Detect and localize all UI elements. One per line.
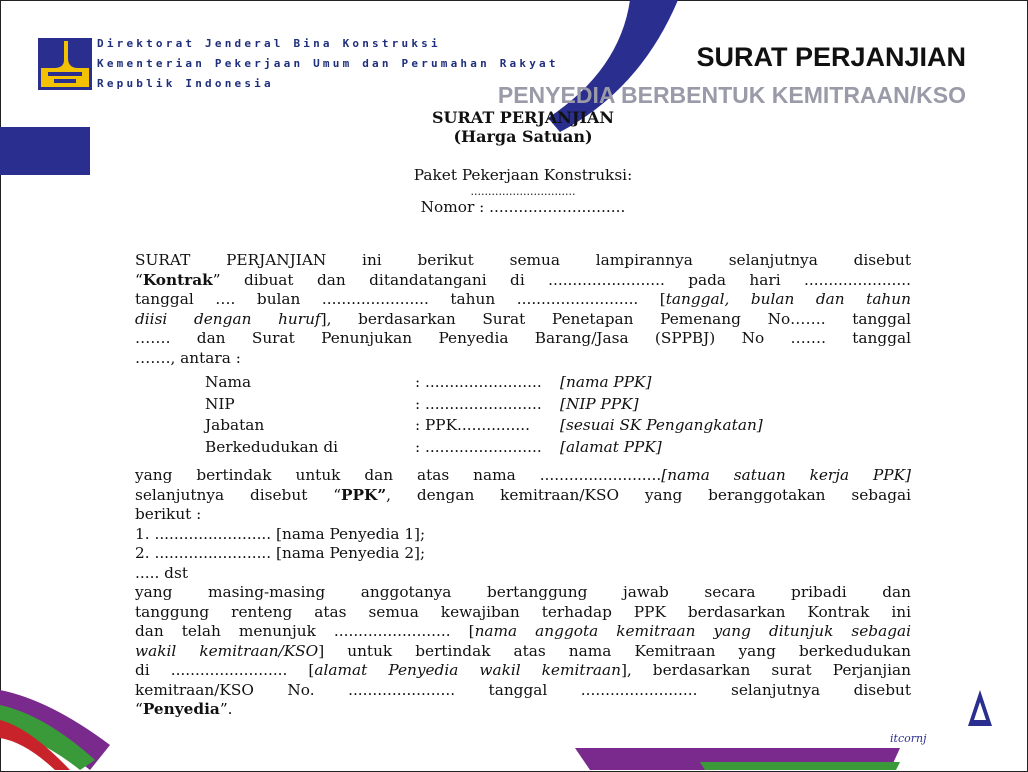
p3-line-5: di ........................ [alamat Penyedia wakil kemitraan], berdasarkan surat Perjanjian — [135, 661, 912, 679]
pupr-logo-icon — [38, 38, 92, 90]
org-line-1: Direktorat Jenderal Bina Konstruksi — [97, 37, 441, 50]
p2-line-1: yang bertindak untuk dan atas nama .........................[nama satuan kerja PPK] — [135, 466, 911, 484]
field-label: Jabatan — [205, 416, 265, 434]
paket-label: Paket Pekerjaan Konstruksi: — [413, 166, 633, 184]
ppk-fields — [135, 373, 911, 457]
p1-line-1: SURAT PERJANJIAN ini berikut semua lampirannya selanjutnya disebut — [135, 251, 911, 269]
list-item: 2. ........................ [nama Penyedia 2]; — [135, 544, 426, 562]
bottom-green-band — [700, 762, 900, 770]
field-value: : ........................ — [415, 394, 542, 413]
p3-line-2: tanggung renteng atas semua kewajiban terhadap PPK berdasarkan Kontrak ini — [135, 602, 911, 621]
p1-line-3: tanggal …. bulan ...................... tahun ......................... [tanggal, bulan dan tahun — [135, 290, 911, 308]
list-item: ..... dst — [135, 563, 188, 582]
list-item: 1. ........................ [nama Penyedia 1]; — [135, 524, 426, 543]
p1-line-4: diisi dengan huruf], berdasarkan Surat Penetapan Pemenang No……. tanggal — [135, 309, 911, 328]
contract-document — [135, 108, 911, 720]
corner-text: itcornj — [890, 732, 927, 745]
doc-subtitle: (Harga Satuan) — [453, 127, 593, 146]
p1-line-2: “Kontrak” dibuat dan ditandatangani di ........................ pada hari ...................... — [135, 270, 911, 289]
p3-line-4: wakil kemitraan/KSO] untuk bertindak atas nama Kemitraan yang berkedudukan — [135, 641, 911, 660]
slide-subtitle: PENYEDIA BERBENTUK KEMITRAAN/KSO — [497, 82, 966, 108]
organization-header — [97, 34, 559, 94]
paket-dots: .............................. — [470, 184, 576, 198]
field-value: : ........................ — [415, 373, 542, 391]
p1-line-6: ……., antara : — [135, 348, 241, 367]
field-value: : PPK............... — [415, 416, 530, 434]
field-label: Nama — [205, 373, 252, 391]
field-row — [135, 395, 911, 415]
field-hint: [alamat PPK] — [560, 437, 662, 456]
doc-title: SURAT PERJANJIAN — [431, 108, 615, 127]
p3-line-6: kemitraan/KSO No. ...................... tanggal ........................ selanjutnya disebut — [135, 680, 911, 699]
p3-line-1: yang masing-masing anggotanya bertanggung jawab secara pribadi dan — [135, 583, 911, 601]
corner-logo-icon — [968, 690, 992, 734]
field-row — [135, 416, 911, 436]
p2-line-3: berikut : — [135, 505, 202, 523]
nomor-line: Nomor : ............................ — [420, 197, 626, 216]
field-label: Berkedudukan di — [205, 437, 339, 456]
field-hint: [sesuai SK Pengangkatan] — [560, 416, 763, 434]
field-hint: [NIP PPK] — [560, 394, 639, 413]
paragraph-3 — [135, 583, 911, 720]
field-row — [135, 438, 911, 458]
blue-accent-block — [0, 127, 90, 175]
p3-line-7: “Penyedia”. — [135, 700, 233, 718]
paragraph-2 — [135, 466, 911, 525]
member-list — [135, 525, 911, 584]
pupr-logo — [38, 38, 92, 90]
field-row — [135, 373, 911, 393]
org-line-3: Republik Indonesia — [97, 77, 274, 90]
org-line-2: Kementerian Pekerjaan Umum dan Perumahan Rakyat — [97, 57, 559, 70]
p2-line-2: selanjutnya disebut “PPK”, dengan kemitraan/KSO yang beranggotakan sebagai — [135, 485, 911, 504]
field-hint: [nama PPK] — [560, 373, 652, 391]
p3-line-3: dan telah menunjuk ........................ [nama anggota kemitraan yang ditunjuk sebagai — [135, 622, 911, 640]
slide-title: SURAT PERJANJIAN — [696, 42, 966, 72]
p1-line-5: ……. dan Surat Penunjukan Penyedia Barang/Jasa (SPPBJ) No ……. tanggal — [135, 329, 911, 347]
field-label: NIP — [205, 394, 235, 413]
field-value: : ........................ — [415, 437, 542, 456]
paragraph-1 — [135, 251, 911, 368]
